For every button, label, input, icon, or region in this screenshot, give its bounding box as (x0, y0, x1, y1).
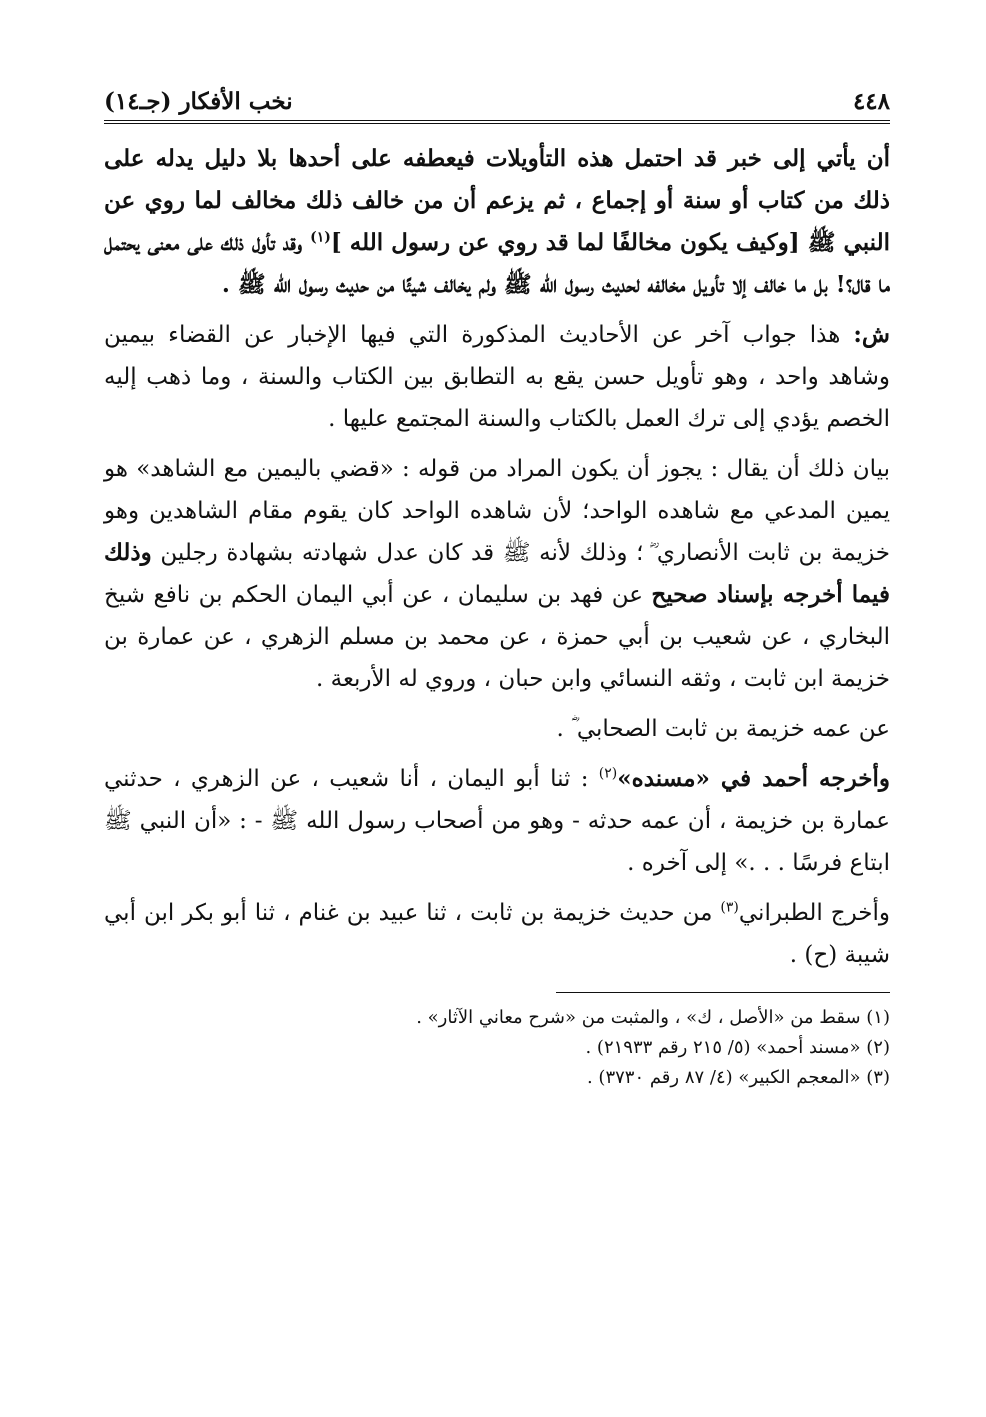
book-title: نخب الأفكار (جـ١٤) (104, 88, 293, 115)
text-run: عن فهد بن سليمان ، عن أبي اليمان الحكم بن نافع شيخ البخاري ، عن شعيب بن أبي حمزة ، عن محمد بن مسلم الزهري ، عن عمارة بن خزيمة ابن ثابت ، وثقه النسائي وابن حبان ، وروي له الأربعة . (104, 582, 890, 692)
footnote-ref: (١) (310, 229, 331, 246)
footnote: (١) سقط من «الأصل ، ك» ، والمثبت من «شرح معاني الآثار» . (416, 1007, 890, 1028)
running-header (104, 84, 890, 124)
text-run: وقد تأول ذلك على معنى يحتمل ما قال؟! بل ما خالف إلا تأويل مخالفه لحديث رسول الله ﷺ ولم يخالف شيئًا من حديث رسول الله ﷺ . (104, 229, 890, 298)
text-run: بيان ذلك أن يقال : يجوز أن يكون المراد من قوله : «قضي باليمين مع الشاهد» هو يمين المدعي مع شاهده الواحد؛ لأن شاهده الواحد كان يقوم مقام الشاهدين وهو خزيمة بن ثابت الأنصاري ؓ ؛ وذلك لأنه ﷺ قد كان عدل شهادته بشهادة رجلين (104, 456, 890, 566)
text-run: هذا جواب آخر عن الأحاديث المذكورة التي فيها الإخبار عن القضاء بيمين وشاهد واحد ، وهو تأويل حسن يقع به التطابق بين الكتاب والسنة ، وما ذهب إليه الخصم يؤدي إلى ترك العمل بالكتاب والسنة المجتمع عليها . (104, 322, 890, 432)
footnote-divider (556, 992, 890, 993)
footnote-ref: (٣) (720, 899, 739, 916)
paragraph (104, 448, 890, 700)
paragraph (104, 708, 890, 750)
text-run: وأخرج الطبراني (738, 900, 890, 926)
bold-text: ش: (853, 321, 890, 348)
paragraph (104, 314, 890, 440)
page-number: ٤٤٨ (852, 88, 890, 115)
bold-text: وذلك فيما أخرجه بإسناد صحيح (104, 539, 890, 608)
footnote: (٢) «مسند أحمد» (٥/ ٢١٥ رقم ٢١٩٣٣) . (585, 1037, 890, 1058)
paragraph (104, 758, 890, 884)
text-run: : ثنا أبو اليمان ، أنا شعيب ، عن الزهري ، حدثني عمارة بن خزيمة ، أن عمه حدثه - وهو من أصحاب رسول الله ﷺ - : «أن النبي ﷺ ابتاع فرسًا . . .» إلى آخره . (104, 766, 890, 876)
paragraph (104, 138, 890, 306)
footnote-ref: (٢) (598, 765, 618, 782)
paragraph (104, 892, 890, 976)
text-run: عن عمه خزيمة بن ثابت الصحابي ؓ . (556, 716, 890, 742)
footnote: (٣) «المعجم الكبير» (٤/ ٨٧ رقم ٣٧٣٠) . (586, 1067, 890, 1088)
text-run: أن يأتي إلى خبر قد احتمل هذه التأويلات فيعطفه على أحدها بلا دليل يدله على ذلك من كتاب أو سنة أو إجماع ، ثم يزعم أن من خالف ذلك مخالف لما روي عن النبي ﷺ [وكيف يكون مخالفًا لما قد روي عن رسول الله ] (104, 145, 890, 256)
text-run: من حديث خزيمة بن ثابت ، ثنا عبيد بن غنام ، ثنا أبو بكر ابن أبي شيبة (ح) . (104, 900, 890, 968)
footnotes (104, 1003, 890, 1093)
bold-text: وأخرجه أحمد في «مسنده» (617, 765, 890, 792)
body-text (104, 138, 890, 976)
